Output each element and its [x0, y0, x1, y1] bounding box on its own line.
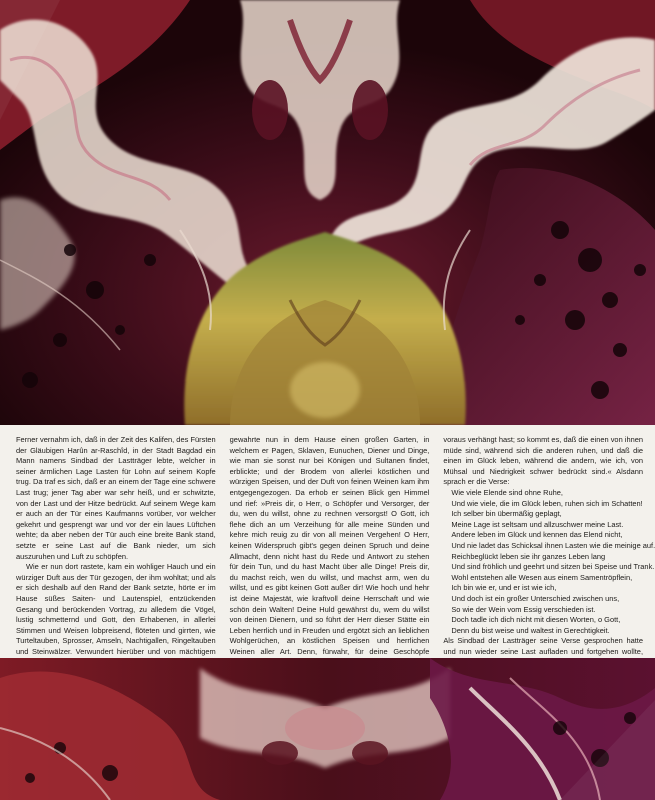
- verse-block: [443, 487, 655, 636]
- marbled-pattern-bottom: [0, 658, 655, 800]
- marbled-artwork-bottom: [0, 658, 655, 800]
- verse-line: Wie viele Elende sind ohne Ruhe,: [451, 487, 563, 497]
- text-column-1: [16, 435, 216, 658]
- verse-line: Andere leben im Glück und kennen das Elend nicht,: [451, 530, 623, 540]
- paragraph: Wie er nun dort rastete, kam ein wohliger Hauch und ein würziger Duft aus der Tür gezogen, der ihm wohltat; und als er sich deshalb auf den Rand der Bank setzte, hörte er im Hause süßes Saiten- und Lautenspiel, entzückenden Gesang und berückenden Vortrag, zu alledem die Vögel, lustig schmetternd und Gott, den Erhabenen, in allerlei Stimmen und Weisen lobpreisend, flöteten und girrten, wie Turteltauben, Sprosser, Amseln, Nachtigallen, Ringeltauben und Steinwälzer. Verwundert hierüber und von mächtigem: [16, 562, 216, 656]
- verse-line: Reichbeglückt leben sie ihr ganzes Leben lang: [451, 551, 606, 561]
- verse-line: Ich bin wie er, und er ist wie ich,: [451, 583, 557, 593]
- verse-line: Wohl entstehen alle Wesen aus einem Samentröpflein,: [451, 572, 633, 582]
- verse-line: Und nie ladet das Schicksal ihnen Lasten wie die meinige auf.: [451, 540, 655, 550]
- text-column-2: [230, 435, 430, 658]
- verse-line: Meine Lage ist seltsam und allzuschwer meine Last.: [451, 519, 624, 529]
- paragraph: gewahrte nun in dem Hause einen großen Garten, in welchem er Pagen, Sklaven, Eunuchen, Diener und Dinge, wie man sie sonst nur bei Königen und Sultanen findet, erblickte; und der Brodem von allerlei köstlichen und würzigen Speisen, und der Duft von feinen Weinen kam ihm entgegengezogen. Da erhob er seinen Blick gen Himmel und rief: »Preis dir, o Herr, o Schöpfer und Versorger, der du, wen du willst, ohne zu rechnen versorgst! O Gott, ich flehe dich an um Verzeihung für alle meine Sünden und kehre mich reuig zu dir von all meinen Vergehen! O Herr, keinen Widerspruch gibt's gegen deinen Spruch und deine Allmacht, denn nicht hast du Rede und Antwort zu stehen für dein Tun, und du hast Macht über alle Dinge! Preis dir, du machst reich, wen du willst, und machst arm, wen du willst, und es gibt keinen Gott außer dir! Wie hoch und hehr ist deine Majestät, wie kraftvoll deine Herrschaft und wie schön dein Walten! Deine Huld gewährst du, wem du willst von deinen Dienern, und so führt der Herr dieser Stätte ein Leben herrlich und in Freuden und ergötzt sich an lieblichen Wohlgerüchen, an köstlichen Speisen und herrlichen Weinen aller Art. Denn, fürwahr, für deine Geschöpfe: [229, 435, 430, 656]
- verse-line: Denn du bist weise und waltest in Gerechtigkeit.: [451, 625, 610, 635]
- verse-line: So wie der Wein vom Essig verschieden ist.: [451, 604, 596, 614]
- verse-line: Ich selber bin übermäßig geplagt,: [451, 509, 562, 519]
- paragraph: voraus verhängt hast; so kommt es, daß die einen von ihnen müde sind, während sich die anderen ruhen, und daß die einen im Glück leben, während die andern, wie ich, von Mühsal und Niedrigkeit schwer bedrückt sind.« Alsdann sprach er die Verse:: [443, 435, 644, 487]
- paragraph: Als Sindbad der Lastträger seine Verse gesprochen hatte und nun wieder seine Last aufladen und fortgehen wollte,: [443, 636, 644, 656]
- verse-line: Und sind fröhlich und geehrt und sitzen bei Speise und Trank.: [451, 562, 655, 572]
- paragraph: Ferner vernahm ich, daß in der Zeit des Kalifen, des Fürsten der Gläubigen Harûn ar-Raschîd, in der Stadt Bagdad ein Mann namens Sindbad der Lastträger lebte, welcher in seiner ärmlichen Lage Lasten für Lohn auf seinem Kopfe trug. Da traf es sich, daß er an einem der Tage eine schwere Last trug; jener Tag aber war sehr heiß, und er schwitzte, von der Last und der Hitze bedrückt. Auf seinem Wege kam er auch an der Tür eines Kaufmanns vorüber, vor welcher gekehrt und gesprengt war und vor der ein laues Lüftchen wehte; da aber neben der Tür auch eine breite Bank stand, setzte er seine Last auf die Bank nieder, um sich auszuruhen und Luft zu schöpfen.: [16, 435, 216, 561]
- verse-line: Und wie viele, die im Glück leben, ruhen sich im Schatten!: [451, 498, 643, 508]
- verse-line: Doch tadle ich dich nicht mit diesen Worten, o Gott,: [451, 615, 621, 625]
- text-band: [0, 425, 655, 658]
- verse-line: Und doch ist ein großer Unterschied zwischen uns,: [451, 593, 620, 603]
- text-column-3: [443, 435, 655, 658]
